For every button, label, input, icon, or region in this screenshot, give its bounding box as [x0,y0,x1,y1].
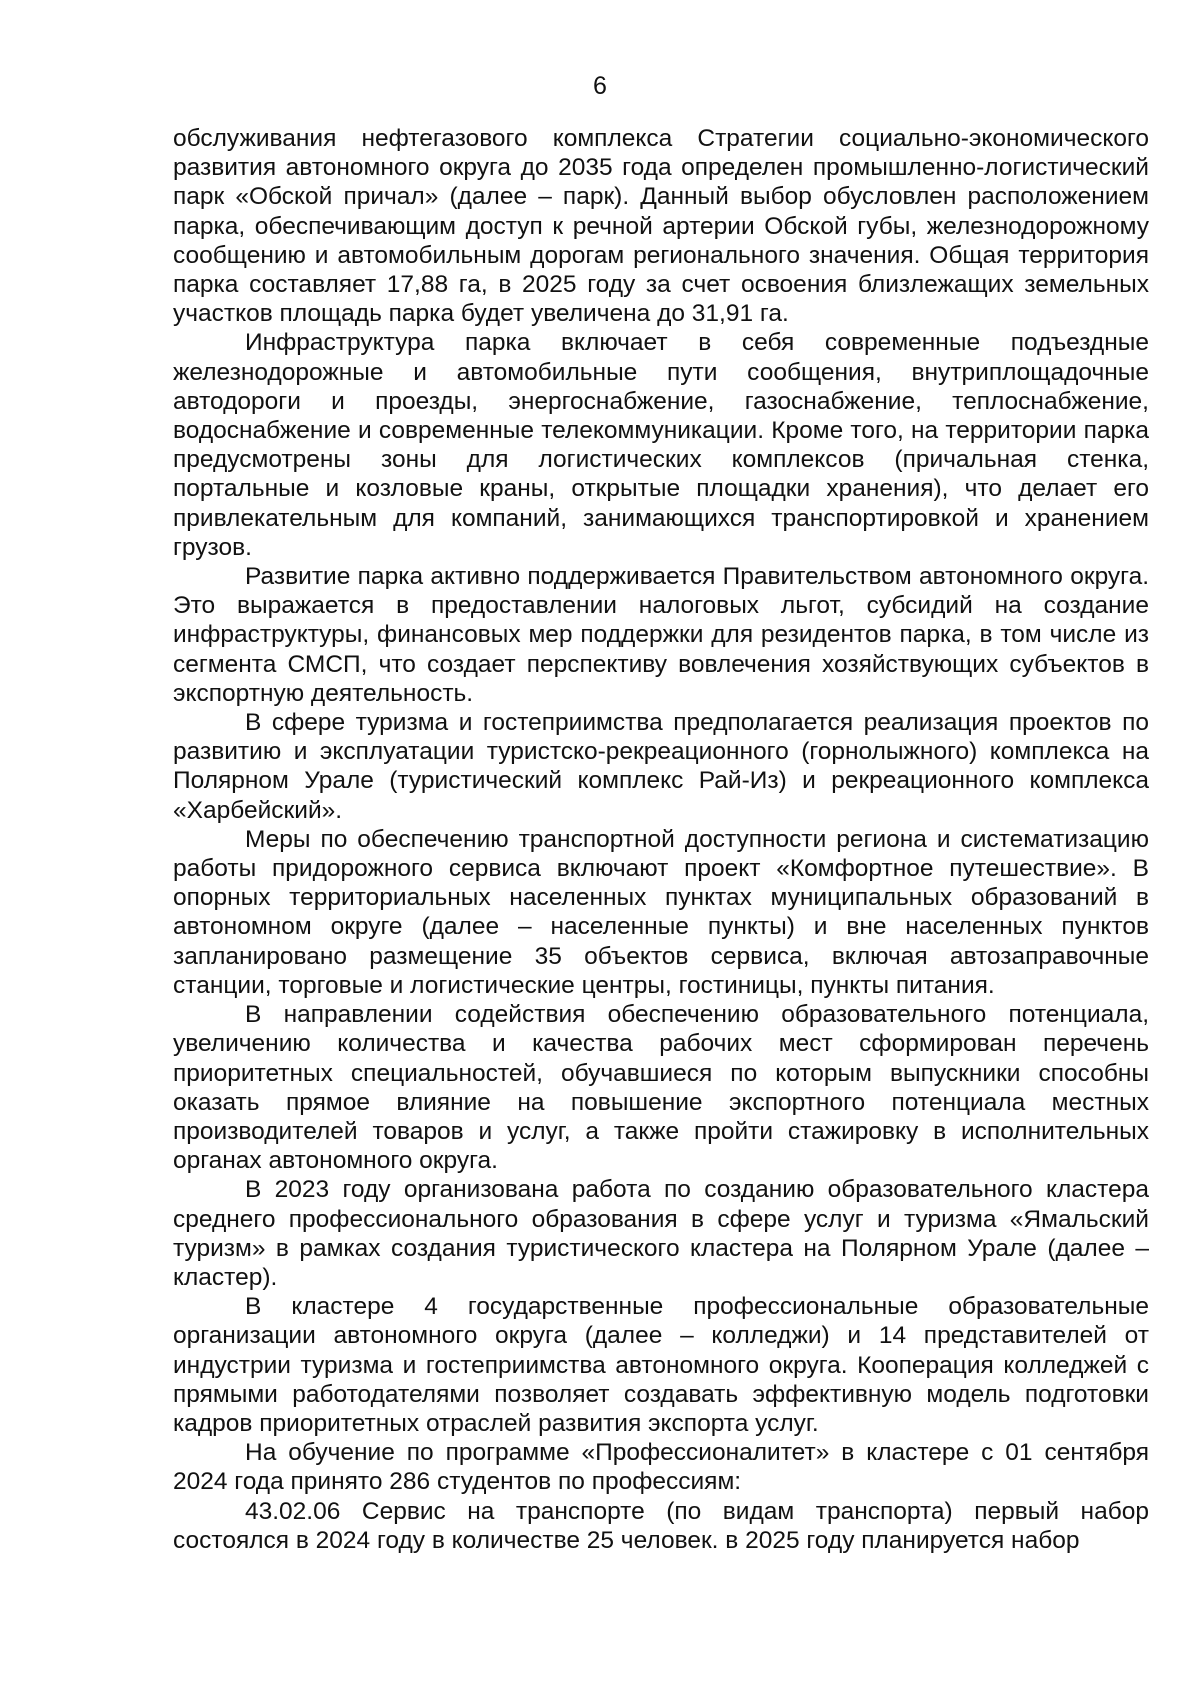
paragraph-park-infrastructure: Инфраструктура парка включает в себя современные подъездные железнодорожные и автомобильные пути сообщения, внутриплощадочные автодороги и проезды, энергоснабжение, газоснабжение, теплоснабжение, водоснабжение и современные телекоммуникации. Кроме того, на территории парка предусмотрены зоны для логистических комплексов (причальная стенка, портальные и козловые краны, открытые площадки хранения), что делает его привлекательным для компаний, занимающихся транспортировкой и хранением грузов. [173,329,1149,561]
paragraph-cluster-members: В кластере 4 государственные профессиональные образовательные организации автономного округа (далее – колледжи) и 14 представителей от индустрии туризма и гостеприимства автономного округа. Кооперация колледжей с прямыми работодателями позволяет создавать эффективную модель подготовки кадров приоритетных отраслей развития экспорта услуг. [173,1293,1149,1437]
paragraph-park-support: Развитие парка активно поддерживается Правительством автономного округа. Это выражается в предоставлении налоговых льгот, субсидий на создание инфраструктуры, финансовых мер поддержки для резидентов парка, в том числе из сегмента СМСП, что создает перспективу вовлечения хозяйствующих субъектов в экспортную деятельность. [173,563,1149,707]
paragraph-transport-access: Меры по обеспечению транспортной доступности региона и систематизацию работы придорожного сервиса включают проект «Комфортное путешествие». В опорных территориальных населенных пунктах муниципальных образований в автономном округе (далее – населенные пункты) и вне населенных пунктов запланировано размещение 35 объектов сервиса, включая автозаправочные станции, торговые и логистические центры, гостиницы, пункты питания. [173,825,1149,999]
paragraph-education-cluster: В 2023 году организована работа по созданию образовательного кластера среднего профессионального образования в сфере услуг и туризма «Ямальский туризм» в рамках создания туристического кластера на Полярном Урале (далее – кластер). [173,1176,1149,1291]
paragraph-tourism-projects: В сфере туризма и гостеприимства предполагается реализация проектов по развитию и эксплуатации туристско-рекреационного (горнолыжного) комплекса на Полярном Урале (туристический комплекс Рай-Из) и рекреационного комплекса «Харбейский». [173,709,1149,824]
document-body [173,124,1149,1555]
paragraph-education-potential: В направлении содействия обеспечению образовательного потенциала, увеличению количества и качества рабочих мест сформирован перечень приоритетных специальностей, обучавшиеся по которым выпускники способны оказать прямое влияние на повышение экспортного потенциала местных производителей товаров и услуг, а также пройти стажировку в исполнительных органах автономного округа. [173,1001,1149,1175]
paragraph-professionalitet: На обучение по программе «Профессионалитет» в кластере с 01 сентября 2024 года принято 286 студентов по профессиям: [173,1439,1149,1496]
paragraph-transport-service-specialty: 43.02.06 Сервис на транспорте (по видам транспорта) первый набор состоялся в 2024 году в количестве 25 человек. в 2025 году планируется набор [173,1497,1149,1554]
paragraph-park-location: обслуживания нефтегазового комплекса Стратегии социально-экономического развития автономного округа до 2035 года определен промышленно-логистический парк «Обской причал» (далее – парк). Данный выбор обусловлен расположением парка, обеспечивающим доступ к речной артерии Обской губы, железнодорожному сообщению и автомобильным дорогам регионального значения. Общая территория парка составляет 17,88 га, в 2025 году за счет освоения близлежащих земельных участков площадь парка будет увеличена до 31,91 га. [173,125,1149,328]
page-number: 6 [593,72,607,100]
